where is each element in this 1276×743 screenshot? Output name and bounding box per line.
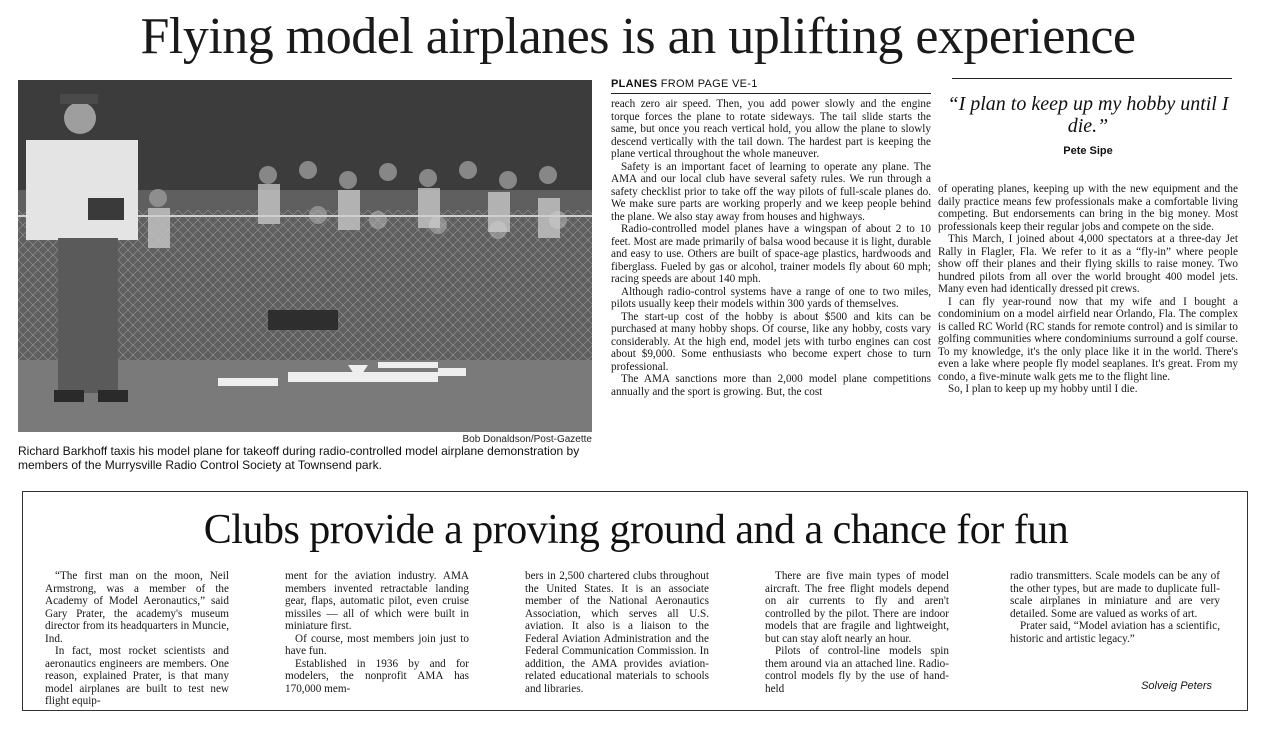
paragraph: radio transmitters. Scale models can be any of the other types, but are made to duplicate full-scale airplanes in miniature and are very detailed. Some are valued as works of art. xyxy=(1010,570,1220,620)
paragraph: reach zero air speed. Then, you add power slowly and the engine torque forces the plane to rotate sideways. The tail slide starts the same, but once you reach vertical hold, you allow the plane to slowly descend vertically with the tail down. The hardest part is keeping the plane vertical throughout the whole maneuver. xyxy=(611,98,931,160)
right-body xyxy=(938,183,1238,396)
paragraph: bers in 2,500 chartered clubs throughout the United States. It is an associate member of the National Aeronautics Association, which serves all U.S. aviation. It also is a liaison to the Federal Aviation Administration and the Federal Communication Commission. In addition, the AMA provides aviation-related educational materials to schools and libraries. xyxy=(525,570,709,695)
paragraph: Although radio-control systems have a range of one to two miles, pilots usually keep their models within 300 yards of themselves. xyxy=(611,285,931,310)
news-photo xyxy=(18,80,592,432)
photo-caption: Richard Barkhoff taxis his model plane for takeoff during radio-controlled model airplane demonstration by members of the Murrysville Radio Control Society at Townsend park. xyxy=(18,444,580,472)
paragraph: Radio-controlled model planes have a wingspan of about 2 to 10 feet. Most are made primarily of balsa wood because it is light, durable and easy to use. Others are built of space-age plastics, hardwoods and fiberglass. Fueled by gas or alcohol, trainer models fly about 60 mph; racing speeds are about 140 mph. xyxy=(611,223,931,285)
article-column-middle xyxy=(611,78,931,398)
jump-from: FROM PAGE VE-1 xyxy=(660,78,758,90)
paragraph: Of course, most members join just to have fun. xyxy=(285,632,469,657)
article-column-right xyxy=(938,78,1238,396)
sidebar-column-4 xyxy=(765,570,949,695)
pullquote-rule xyxy=(952,78,1232,79)
paragraph: Established in 1936 by and for modelers, the nonprofit AMA has 170,000 mem- xyxy=(285,657,469,695)
photo-credit: Bob Donaldson/Post-Gazette xyxy=(462,434,592,445)
jump-section: PLANES xyxy=(611,78,658,90)
pullquote: “I plan to keep up my hobby until I die.” xyxy=(947,93,1229,137)
paragraph: In fact, most rocket scientists and aeronautics engineers are members. One reason, explained Prater, is that many model airplanes are built to test new flight equip- xyxy=(45,645,229,707)
jump-line xyxy=(611,78,931,94)
sidebar-column-2 xyxy=(285,570,469,695)
paragraph: I can fly year-round now that my wife and I bought a condominium on a model airfield near Orlando, Fla. The complex is called RC World (RC stands for remote control) and is similar to golfing communities where condominiums surround a golf course. To my knowledge, it's the only place like it in the world. There's even a lake where people fly model seaplanes. It's great. From my condo, a five-minute walk gets me to the flight line. xyxy=(938,295,1238,383)
paragraph: The start-up cost of the hobby is about $500 and kits can be purchased at many hobby shops. Of course, like any hobby, costs vary considerably. At the high end, model jets with turbo engines can cost about $9,000. Some enthusiasts who become expert chose to turn professional. xyxy=(611,310,931,373)
middle-body xyxy=(611,98,931,398)
sidebar-column-1 xyxy=(45,570,229,708)
paragraph: Pilots of control-line models spin them around via an attached line. Radio-control models fly by the use of hand-held xyxy=(765,645,949,695)
byline: Solveig Peters xyxy=(1141,680,1212,692)
main-headline: Flying model airplanes is an uplifting experience xyxy=(140,8,1136,65)
photo-illustration xyxy=(18,80,592,432)
sidebar-column-3 xyxy=(525,570,709,695)
paragraph: This March, I joined about 4,000 spectators at a three-day Jet Rally in Flagler, Fla. We refer to it as a “fly-in” where people show off their planes and their flying skills to raise money. Two hundred pilots from all over the world brought 400 model jets. Many even had identically dressed pit crews. xyxy=(938,233,1238,295)
paragraph: The AMA sanctions more than 2,000 model plane competitions annually and the sport is growing. But, the cost xyxy=(611,373,931,398)
paragraph: ment for the aviation industry. AMA members invented retractable landing gear, flaps, automatic pilot, even cruise missiles — all of which were built in miniature first. xyxy=(285,570,469,632)
sidebar-headline: Clubs provide a proving ground and a chance for fun xyxy=(203,507,1069,553)
paragraph: Safety is an important facet of learning to operate any plane. The AMA and our local club have several safety rules. We run through a safety checklist prior to take off the way pilots of full-scale planes do. We make sure parts are working properly and we keep people behind the plane. We also stay away from houses and highways. xyxy=(611,160,931,223)
pullquote-attribution: Pete Sipe xyxy=(1063,145,1113,157)
sidebar-column-5 xyxy=(1010,570,1220,692)
sidebar-story-box xyxy=(22,491,1248,711)
paragraph: There are five main types of model aircraft. The free flight models depend on air currents to fly and aren't controlled by the pilot. There are indoor models that are fragile and lightweight, but can stay aloft nearly an hour. xyxy=(765,570,949,645)
paragraph: Prater said, “Model aviation has a scientific, historic and artistic legacy.” xyxy=(1010,620,1220,645)
paragraph: “The first man on the moon, Neil Armstrong, was a member of the Academy of Model Aeronautics,” said Gary Prater, the academy's museum director from its headquarters in Muncie, Ind. xyxy=(45,570,229,645)
paragraph: So, I plan to keep up my hobby until I die. xyxy=(948,383,1138,395)
paragraph: of operating planes, keeping up with the new equipment and the daily practice means few professionals make a comfortable living competing. But endorsements can bring in the big money. Most professionals keep their regular jobs and compete on the side. xyxy=(938,183,1238,233)
